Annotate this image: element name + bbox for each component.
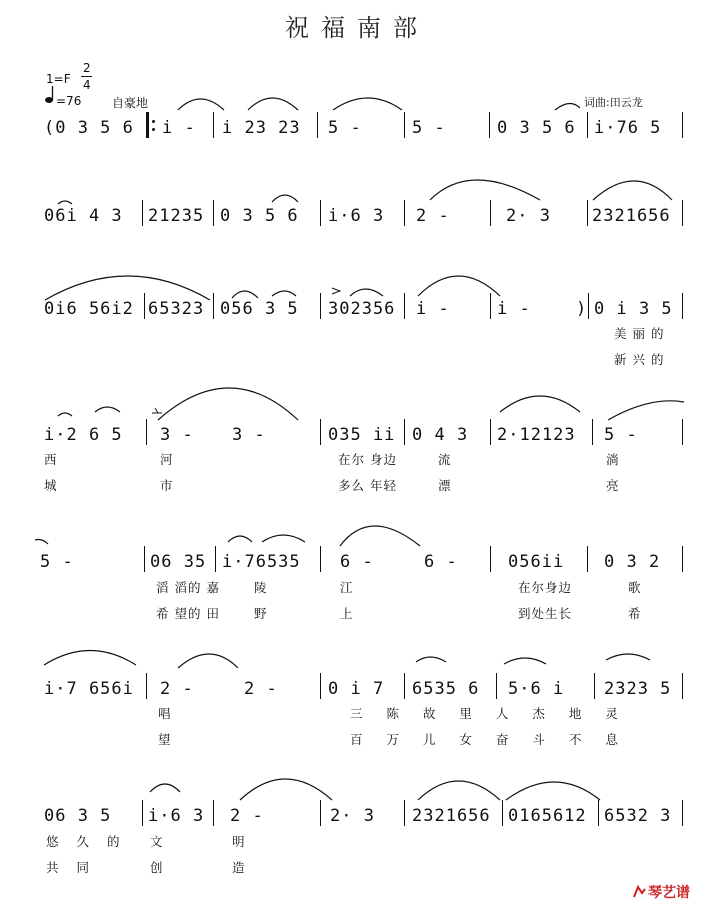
row7-lyric1-c: 明 (232, 834, 246, 849)
barline (489, 112, 490, 138)
row4-lyric1-d: 流 (438, 452, 452, 467)
barline (404, 200, 405, 226)
barline (682, 546, 683, 572)
row6-lyric1-b: 三 陈 故 里 人 杰 地 灵 (350, 706, 619, 721)
row1-measure5: 0 3 5 6 (497, 118, 576, 138)
row3-measure2: 056 3 5 (220, 299, 299, 319)
row4-measure6: 5 - (604, 425, 638, 445)
barline (490, 546, 491, 572)
row5-lyric2-a: 希 望的 田 (156, 606, 220, 621)
barline (320, 293, 321, 319)
row1-measure4: 5 - (412, 118, 446, 138)
row4-lyric2-a: 城 (44, 478, 58, 493)
row5-lyric2-d: 到处生长 (518, 606, 573, 621)
row5-measure3: 6 - (340, 552, 374, 572)
row4-lyric1-b: 河 (160, 452, 174, 467)
barline (317, 112, 318, 138)
row3-measure5: i - (497, 299, 531, 319)
barline (588, 293, 589, 319)
row4-lyric2-e: 亮 (606, 478, 620, 493)
row6-lyric2-b: 百 万 儿 女 奋 斗 不 息 (350, 732, 619, 747)
barline (682, 200, 683, 226)
row1-measure0: (0 3 5 6 (44, 118, 134, 138)
row2-measure1: 21235 (148, 206, 205, 226)
row7-measure3: 2· 3 (330, 806, 375, 826)
row4-measure4: 0 4 3 (412, 425, 469, 445)
row4-measure3: 035 ii (328, 425, 396, 445)
row6-measure2: 2 - (244, 679, 278, 699)
row3-lyric1: 美 丽 的 (614, 326, 665, 341)
row7-lyric1-b: 文 (150, 834, 164, 849)
barline (490, 293, 491, 319)
row5-lyric2-e: 希 (628, 606, 642, 621)
row3-measure7: 0 i 3 5 (594, 299, 673, 319)
row4-lyric2-d: 漂 (438, 478, 452, 493)
barline (404, 673, 405, 699)
barline (146, 673, 147, 699)
key-signature: 1=F (46, 72, 71, 86)
row2-measure4: 2 - (416, 206, 450, 226)
barline (490, 200, 491, 226)
row4-lyric1-a: 西 (44, 452, 58, 467)
barline (320, 800, 321, 826)
barline (682, 419, 683, 445)
score-title: 祝福南部 (285, 14, 429, 42)
barline (587, 112, 588, 138)
row5-measure2: i·76535 (222, 552, 301, 572)
row5-measure0: 5 - (40, 552, 74, 572)
row4-measure2: 3 - (232, 425, 266, 445)
row7-measure4: 2321656 (412, 806, 491, 826)
barline (320, 673, 321, 699)
row5-measure1: 06 35 (150, 552, 207, 572)
row6-measure0: i·7 656i (44, 679, 134, 699)
row6-measure3: 0 i 7 (328, 679, 385, 699)
watermark: 琴艺谱 (648, 885, 690, 901)
barline (320, 546, 321, 572)
row7-measure6: 6532 3 (604, 806, 672, 826)
repeat-dot (152, 120, 155, 123)
barline (215, 546, 216, 572)
row4-lyric2-c: 多么 年轻 (338, 478, 397, 493)
row7-measure2: 2 - (230, 806, 264, 826)
row2-measure0: 06i 4 3 (44, 206, 123, 226)
row6-measure5: 5·6 i (508, 679, 565, 699)
barline (213, 800, 214, 826)
row4-measure1: 3 - (160, 425, 194, 445)
row7-lyric2-a: 共 同 (46, 860, 90, 875)
barline (213, 200, 214, 226)
row2-measure3: i·6 3 (328, 206, 385, 226)
row3-measure1: 65323 (148, 299, 205, 319)
row1-measure3: 5 - (328, 118, 362, 138)
credits: 词曲:田云龙 (584, 96, 643, 109)
barline (587, 200, 588, 226)
barline (213, 293, 214, 319)
repeat-dot (152, 128, 155, 131)
row4-measure5: 2·12123 (497, 425, 576, 445)
row2-measure5: 2· 3 (506, 206, 551, 226)
barline (682, 800, 683, 826)
row6-measure1: 2 - (160, 679, 194, 699)
row7-lyric1-a: 悠 久 的 (46, 834, 121, 849)
row7-measure5: 0165612 (508, 806, 587, 826)
row5-lyric2-b: 野 (254, 606, 268, 621)
row6-lyric2-a: 望 (158, 732, 172, 747)
barline (404, 112, 405, 138)
row2-measure2: 0 3 5 6 (220, 206, 299, 226)
row4-lyric1-e: 淌 (606, 452, 620, 467)
row1-measure1: i - (162, 118, 196, 138)
time-signature-denominator: 4 (83, 78, 91, 92)
barline (598, 800, 599, 826)
barline (496, 673, 497, 699)
row3-measure3: 302356 (328, 299, 396, 319)
row3-lyric2: 新 兴 的 (614, 352, 665, 367)
row5-lyric1-b: 陵 (254, 580, 268, 595)
barline (144, 293, 145, 319)
row7-lyric2-b: 创 (150, 860, 164, 875)
row7-measure0: 06 3 5 (44, 806, 112, 826)
row6-measure6: 2323 5 (604, 679, 672, 699)
barline (142, 800, 143, 826)
row5-lyric1-a: 滔 滔的 嘉 (156, 580, 220, 595)
tempo-mark: =76 (56, 94, 82, 108)
barline (404, 800, 405, 826)
row5-measure6: 0 3 2 (604, 552, 661, 572)
row4-lyric2-b: 市 (160, 478, 174, 493)
row6-measure4: 6535 6 (412, 679, 480, 699)
row2-measure6: 2321656 (592, 206, 671, 226)
row5-measure5: 056ii (508, 552, 565, 572)
barline (594, 673, 595, 699)
barline (146, 419, 147, 445)
row4-lyric1-c: 在尔 身边 (338, 452, 397, 467)
repeat-barline (146, 112, 149, 138)
barline (490, 419, 491, 445)
row5-lyric1-c: 江 (340, 580, 354, 595)
barline (404, 419, 405, 445)
barline (142, 200, 143, 226)
time-signature-numerator: 2 (83, 61, 91, 75)
row1-measure2: i 23 23 (222, 118, 301, 138)
barline (144, 546, 145, 572)
row1-measure6: i·76 5 (594, 118, 662, 138)
row4-measure0: i·2 6 5 (44, 425, 123, 445)
row5-measure4: 6 - (424, 552, 458, 572)
row7-lyric2-c: 造 (232, 860, 246, 875)
row3-measure0: 0i6 56i2 (44, 299, 134, 319)
logo-icon (632, 884, 646, 898)
barline (592, 419, 593, 445)
barline (320, 419, 321, 445)
barline (682, 673, 683, 699)
expression-mark: 自豪地 (112, 96, 149, 110)
row3-paren-close: ) (576, 299, 588, 319)
barline (404, 293, 405, 319)
barline (682, 112, 683, 138)
row6-lyric1-a: 唱 (158, 706, 172, 721)
row5-lyric2-c: 上 (340, 606, 354, 621)
barline (320, 200, 321, 226)
row5-lyric1-d: 在尔身边 (518, 580, 573, 595)
barline (502, 800, 503, 826)
barline (213, 112, 214, 138)
barline (682, 293, 683, 319)
row5-lyric1-e: 歌 (628, 580, 642, 595)
barline (587, 546, 588, 572)
row3-measure4: i - (416, 299, 450, 319)
row7-measure1: i·6 3 (148, 806, 205, 826)
